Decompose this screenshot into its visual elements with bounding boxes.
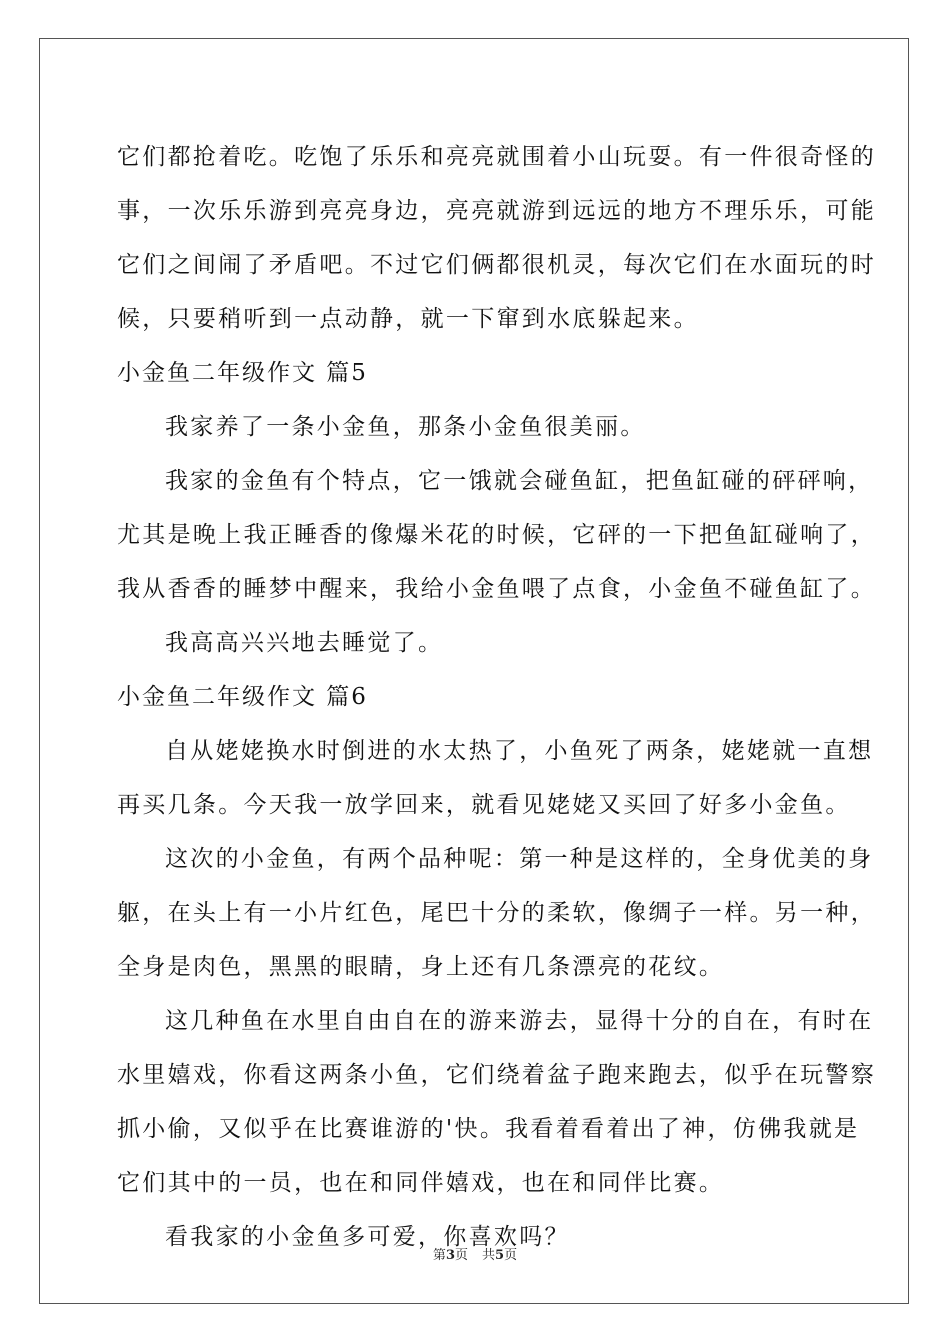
total-suffix: 页 xyxy=(504,1248,518,1263)
text-line: 水里嬉戏，你看这两条小鱼，它们绕着盆子跑来跑去，似乎在玩警察 xyxy=(117,1062,876,1088)
text-line: 我高高兴兴地去睡觉了。 xyxy=(165,630,444,656)
section-heading: 小金鱼二年级作文 篇5 xyxy=(117,360,368,386)
text-line: 候，只要稍听到一点动静，就一下窜到水底躲起来。 xyxy=(117,306,699,332)
page-prefix: 第 xyxy=(432,1248,446,1263)
text-line: 我家养了一条小金鱼，那条小金鱼很美丽。 xyxy=(165,414,646,440)
text-line: 我从香香的睡梦中醒来，我给小金鱼喂了点食，小金鱼不碰鱼缸了。 xyxy=(117,576,876,602)
text-line: 它们都抢着吃。吃饱了乐乐和亮亮就围着小山玩耍。有一件很奇怪的 xyxy=(117,144,876,170)
text-line: 这几种鱼在水里自由自在的游来游去，显得十分的自在，有时在 xyxy=(165,1008,874,1034)
text-line: 再买几条。今天我一放学回来，就看见姥姥又买回了好多小金鱼。 xyxy=(117,792,851,818)
section-heading: 小金鱼二年级作文 篇6 xyxy=(117,684,368,710)
text-line: 躯，在头上有一小片红色，尾巴十分的柔软，像绸子一样。另一种， xyxy=(117,900,876,926)
text-line: 它们其中的一员，也在和同伴嬉戏，也在和同伴比赛。 xyxy=(117,1170,725,1196)
total-prefix: 共 xyxy=(482,1248,496,1263)
current-page-number: 3 xyxy=(445,1248,455,1263)
text-line: 全身是肉色，黑黑的眼睛，身上还有几条漂亮的花纹。 xyxy=(117,954,725,980)
text-line: 看我家的小金鱼多可爱，你喜欢吗？ xyxy=(165,1224,570,1250)
text-line: 事，一次乐乐游到亮亮身边，亮亮就游到远远的地方不理乐乐，可能 xyxy=(117,198,876,224)
document-body xyxy=(117,130,876,1264)
total-page-number: 5 xyxy=(495,1248,505,1263)
text-line: 抓小偷，又似乎在比赛谁游的'快。我看着看着出了神，仿佛我就是 xyxy=(117,1116,860,1142)
text-line: 这次的小金鱼，有两个品种呢：第一种是这样的，全身优美的身 xyxy=(165,846,874,872)
page-footer xyxy=(0,1246,950,1266)
page-suffix: 页 xyxy=(454,1248,468,1263)
text-line: 它们之间闹了矛盾吧。不过它们俩都很机灵，每次它们在水面玩的时 xyxy=(117,252,876,278)
text-line: 尤其是晚上我正睡香的像爆米花的时候，它砰的一下把鱼缸碰响了， xyxy=(117,522,876,548)
text-line: 我家的金鱼有个特点，它一饿就会碰鱼缸，把鱼缸碰的砰砰响， xyxy=(165,468,874,494)
text-line: 自从姥姥换水时倒进的水太热了，小鱼死了两条，姥姥就一直想 xyxy=(165,738,874,764)
